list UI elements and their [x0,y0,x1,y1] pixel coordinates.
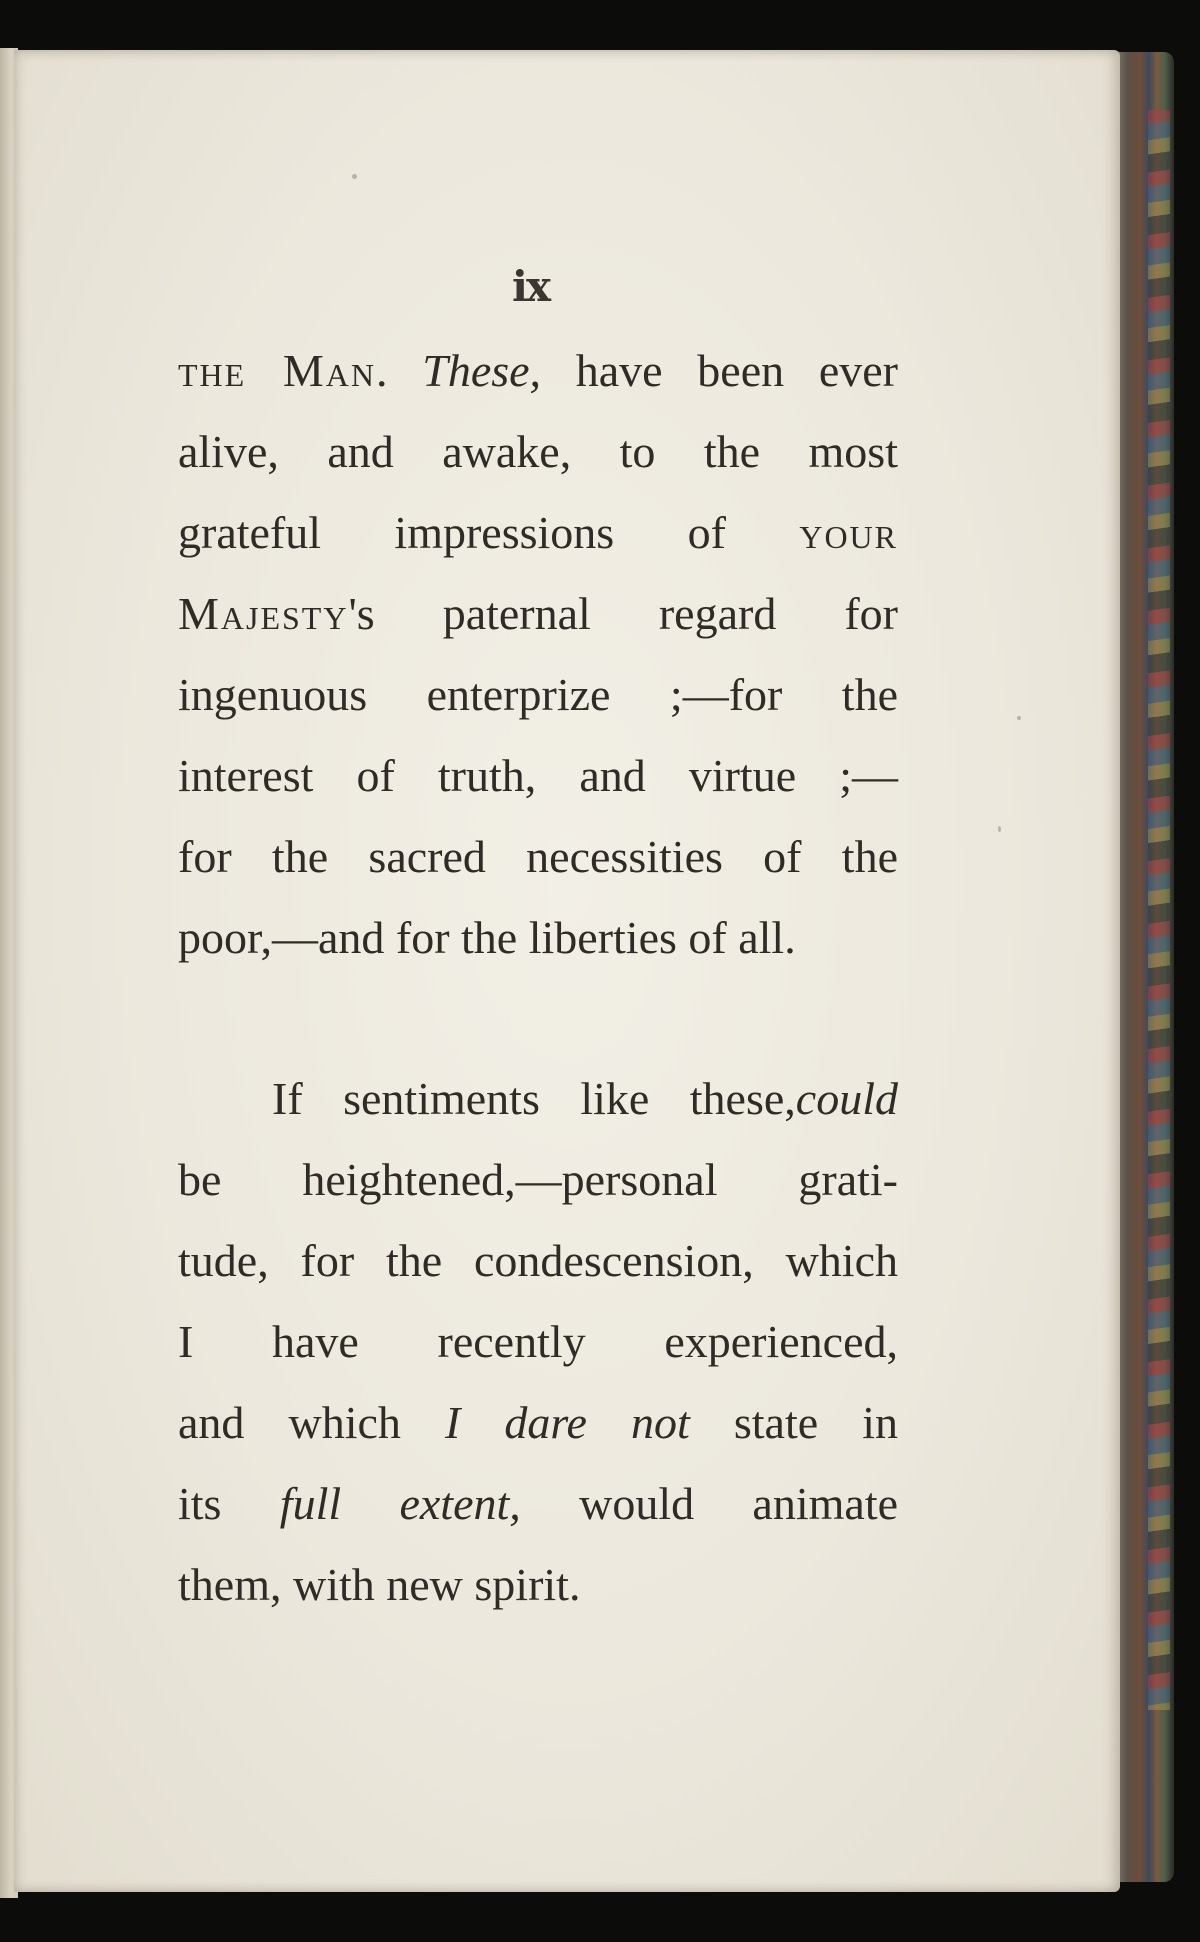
text-line-3 [178,492,898,573]
paper-speck [352,174,357,179]
text-line-14 [178,1463,898,1544]
text-run: its [178,1478,280,1529]
page-number: ix [512,262,549,311]
italic-run: full extent, [279,1478,521,1529]
punctuation: . [376,345,388,396]
text-run: and which [178,1397,445,1448]
text-run: would animate [520,1478,899,1529]
small-caps-run: your [799,507,898,558]
small-caps-run: Majesty [178,588,349,639]
text-line-2: alive, and awake, to the most [178,426,898,477]
text-run: If sentiments like these, [272,1073,796,1124]
text-run: grateful impressions of [178,507,800,558]
paper-speck [1017,716,1021,720]
italic-run: could [795,1073,898,1124]
text-line-10: be heightened,—personal grati- [178,1154,898,1205]
paragraph-gap [178,978,898,1058]
text-run: have been ever [541,345,898,396]
text-line-5: ingenuous enterprize ;—for the [178,669,898,720]
small-caps-run: the Man [178,345,377,396]
text-line-7: for the sacred necessities of the [178,831,898,882]
text-line-8: poor,—and for the liberties of all. [178,912,796,963]
text-line-15: them, with new spirit. [178,1559,581,1610]
text-line-11: tude, for the condescension, which [178,1235,898,1286]
paper-speck [998,826,1001,832]
italic-run: These, [422,345,542,396]
text-line-4 [178,573,898,654]
text-run: 's paternal regard for [348,588,898,639]
text-line-13 [178,1382,898,1463]
text-line-9 [178,1058,898,1139]
text-line-6: interest of truth, and virtue ;— [178,750,898,801]
italic-run: I dare not [444,1397,690,1448]
text-run: state in [689,1397,899,1448]
text-line-1 [178,330,898,411]
page-text [178,330,898,1625]
marbled-endpaper [1148,110,1170,1710]
text-line-12: I have recently experienced, [178,1316,898,1367]
